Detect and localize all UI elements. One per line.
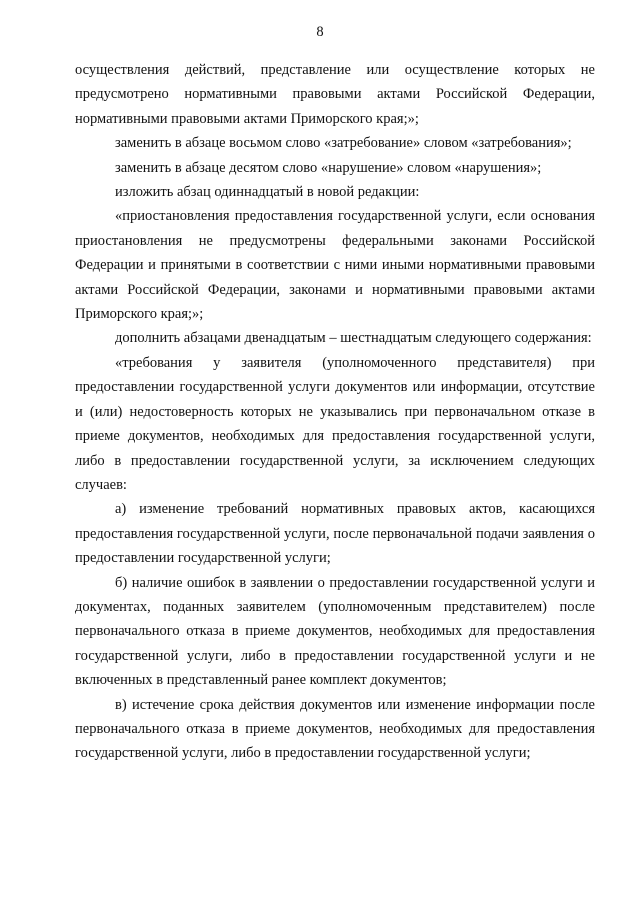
page-number: 8 bbox=[316, 24, 324, 40]
list-item: в) истечение срока действия документов или изменение информации после первоначального отказа в приеме документов, необходимых для предоставления государственной услуги, либо в предоставлении государственной услуги; bbox=[75, 696, 595, 762]
document-body bbox=[75, 58, 595, 766]
list-item: а) изменение требований нормативных правовых актов, касающихся предоставления государственной услуги, после первоначальной подачи заявления о предоставлении государственной услуги; bbox=[75, 501, 595, 567]
list-item: б) наличие ошибок в заявлении о предоставлении государственной услуги и документах, поданных заявителем (уполномоченным представителем) после первоначального отказа в приеме документов, необходимых для предоставления государственной услуги, либо в предоставлении государственной услуги и не включенных в представленный ранее комплект документов; bbox=[75, 574, 595, 689]
paragraph: «приостановления предоставления государственной услуги, если основания приостановления не предусмотрены федеральными законами Российской Федерации и принятыми в соответствии с ними иными нормативными правовыми актами Российской Федерации, законами и нормативными правовыми актами Приморского края;»; bbox=[75, 208, 595, 323]
paragraph: осуществления действий, представление или осуществление которых не предусмотрено нормативными правовыми актами Российской Федерации, нормативными правовыми актами Приморского края;»; bbox=[75, 62, 595, 127]
paragraph: заменить в абзаце десятом слово «нарушение» словом «нарушения»; bbox=[115, 159, 542, 176]
paragraph: заменить в абзаце восьмом слово «затребование» словом «затребования»; bbox=[115, 135, 572, 152]
paragraph: изложить абзац одиннадцатый в новой редакции: bbox=[115, 184, 420, 201]
paragraph: «требования у заявителя (уполномоченного представителя) при предоставлении государственной услуги документов или информации, отсутствие и (или) недостоверность которых не указывались при первоначальном отказе в приеме документов, необходимых для предоставления государственной услуги, либо в предоставлении государственной услуги, за исключением следующих случаев: bbox=[75, 354, 595, 493]
paragraph: дополнить абзацами двенадцатым – шестнадцатым следующего содержания: bbox=[115, 330, 592, 347]
